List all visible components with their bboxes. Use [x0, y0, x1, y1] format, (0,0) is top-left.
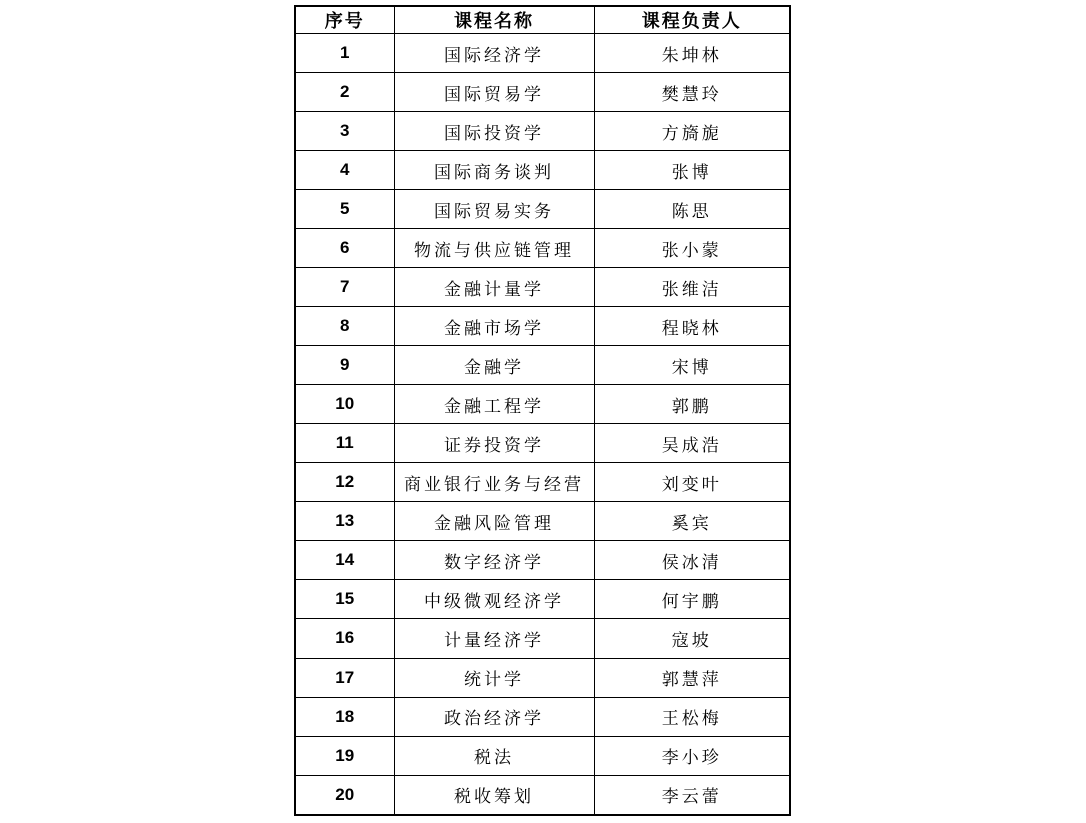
- row-index-cell: 8: [295, 307, 394, 346]
- row-index-cell: 20: [295, 775, 394, 815]
- course-leader-cell: 奚宾: [594, 502, 790, 541]
- row-index-cell: 11: [295, 424, 394, 463]
- course-name-cell: 金融工程学: [394, 385, 594, 424]
- row-index-cell: 2: [295, 73, 394, 112]
- course-leader-cell: 郭慧萍: [594, 658, 790, 697]
- row-index-cell: 18: [295, 697, 394, 736]
- table-row: [295, 151, 790, 190]
- row-index-cell: 19: [295, 736, 394, 775]
- table-row: [295, 112, 790, 151]
- table-row: [295, 658, 790, 697]
- row-index-cell: 3: [295, 112, 394, 151]
- course-name-cell: 数字经济学: [394, 541, 594, 580]
- table-row: [295, 268, 790, 307]
- table-row: [295, 34, 790, 73]
- course-name-cell: 国际商务谈判: [394, 151, 594, 190]
- course-leader-cell: 张博: [594, 151, 790, 190]
- course-name-cell: 物流与供应链管理: [394, 229, 594, 268]
- course-name-cell: 政治经济学: [394, 697, 594, 736]
- row-index-cell: 7: [295, 268, 394, 307]
- course-name-cell: 税法: [394, 736, 594, 775]
- course-name-cell: 中级微观经济学: [394, 580, 594, 619]
- row-index-cell: 17: [295, 658, 394, 697]
- row-index-cell: 14: [295, 541, 394, 580]
- course-name-cell: 金融市场学: [394, 307, 594, 346]
- course-leader-cell: 王松梅: [594, 697, 790, 736]
- course-name-cell: 税收筹划: [394, 775, 594, 815]
- course-leader-cell: 朱坤林: [594, 34, 790, 73]
- course-name-cell: 金融风险管理: [394, 502, 594, 541]
- course-name-cell: 证券投资学: [394, 424, 594, 463]
- table-row: [295, 775, 790, 815]
- course-leader-cell: 李小珍: [594, 736, 790, 775]
- course-name-cell: 国际贸易学: [394, 73, 594, 112]
- table-row: [295, 229, 790, 268]
- course-leader-cell: 李云蕾: [594, 775, 790, 815]
- table-row: [295, 736, 790, 775]
- table-row: [295, 502, 790, 541]
- course-table: [294, 5, 791, 816]
- row-index-cell: 12: [295, 463, 394, 502]
- table-row: [295, 346, 790, 385]
- header-row: [295, 6, 790, 34]
- row-index-cell: 4: [295, 151, 394, 190]
- row-index-cell: 9: [295, 346, 394, 385]
- course-name-cell: 商业银行业务与经营: [394, 463, 594, 502]
- table-row: [295, 463, 790, 502]
- table-row: [295, 307, 790, 346]
- course-leader-cell: 陈思: [594, 190, 790, 229]
- table-row: [295, 697, 790, 736]
- course-name-cell: 国际投资学: [394, 112, 594, 151]
- course-leader-cell: 张小蒙: [594, 229, 790, 268]
- table-row: [295, 190, 790, 229]
- table-row: [295, 541, 790, 580]
- course-leader-cell: 郭鹏: [594, 385, 790, 424]
- table-row: [295, 580, 790, 619]
- course-leader-cell: 张维洁: [594, 268, 790, 307]
- course-name-cell: 统计学: [394, 658, 594, 697]
- course-name-cell: 金融计量学: [394, 268, 594, 307]
- course-leader-cell: 程晓林: [594, 307, 790, 346]
- table-row: [295, 73, 790, 112]
- course-leader-cell: 樊慧玲: [594, 73, 790, 112]
- course-leader-cell: 宋博: [594, 346, 790, 385]
- course-leader-cell: 吴成浩: [594, 424, 790, 463]
- row-index-cell: 16: [295, 619, 394, 658]
- table-row: [295, 385, 790, 424]
- course-name-cell: 金融学: [394, 346, 594, 385]
- course-leader-cell: 侯冰清: [594, 541, 790, 580]
- course-leader-cell: 方旖旎: [594, 112, 790, 151]
- row-index-cell: 6: [295, 229, 394, 268]
- course-name-cell: 国际经济学: [394, 34, 594, 73]
- table-row: [295, 619, 790, 658]
- course-leader-cell: 何宇鹏: [594, 580, 790, 619]
- course-leader-cell: 寇坡: [594, 619, 790, 658]
- row-index-cell: 1: [295, 34, 394, 73]
- table-row: [295, 424, 790, 463]
- row-index-cell: 15: [295, 580, 394, 619]
- header-course-leader: 课程负责人: [594, 6, 790, 34]
- course-name-cell: 计量经济学: [394, 619, 594, 658]
- header-course-name: 课程名称: [394, 6, 594, 34]
- course-leader-cell: 刘变叶: [594, 463, 790, 502]
- course-table-container: [294, 5, 791, 816]
- row-index-cell: 5: [295, 190, 394, 229]
- row-index-cell: 10: [295, 385, 394, 424]
- header-index: 序号: [295, 6, 394, 34]
- row-index-cell: 13: [295, 502, 394, 541]
- course-name-cell: 国际贸易实务: [394, 190, 594, 229]
